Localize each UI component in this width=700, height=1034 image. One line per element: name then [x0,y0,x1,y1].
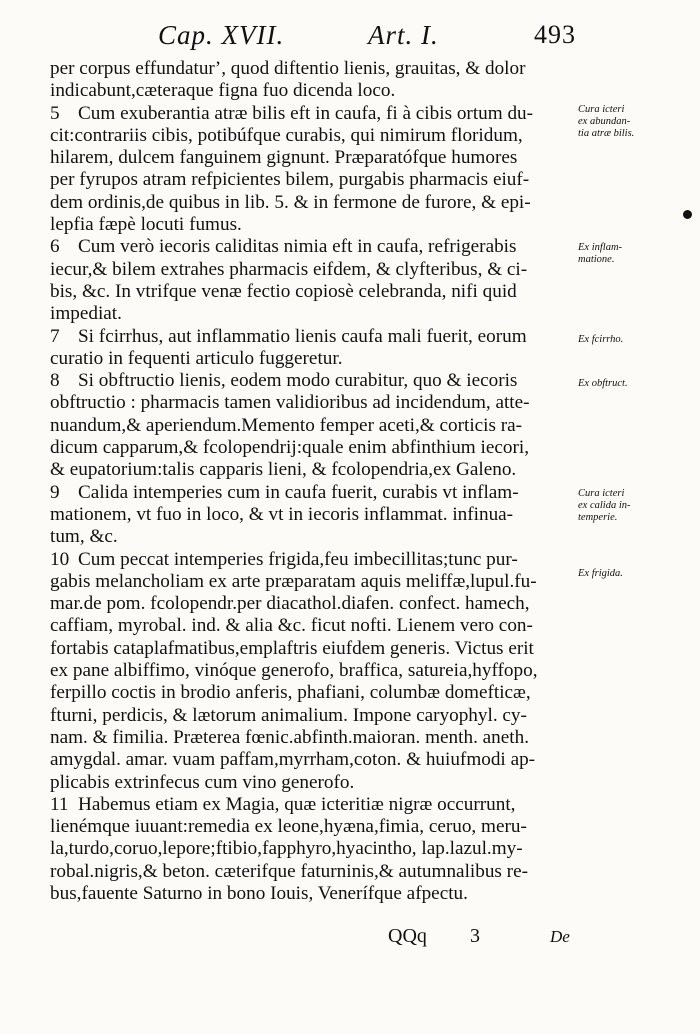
text-line [50,794,570,816]
line-text: tum, &c. [50,526,118,548]
text-line [50,772,570,794]
margin-note-line: Ex fcirrho. [578,334,624,345]
text-line [50,281,570,303]
line-text: Calida intemperies cum in caufa fuerit, curabis vt inflam- [78,481,519,503]
text-line [50,838,570,860]
article-heading: Art. I. [368,20,439,50]
margin-note-line: Ex obftruct. [578,378,628,389]
text-line [50,103,570,125]
text-line [50,236,570,258]
line-text: robal.nigris,& beton. cæterifque faturninis,& autumnalibus re- [50,860,528,882]
margin-note-line: ex calida in- [578,500,631,511]
paragraph-number: 8 [50,370,60,392]
text-line [50,169,570,191]
margin-note [578,334,670,346]
text-line [50,214,570,236]
text-line [50,415,570,437]
page-footer [0,925,700,955]
margin-note [578,242,670,266]
text-line [50,348,570,370]
paragraph-number: 9 [50,481,60,503]
line-text: Habemus etiam ex Magia, quæ icteritiæ nigræ occurrunt, [78,793,516,815]
signature-mark: QQq [388,925,427,947]
text-line [50,303,570,325]
text-line [50,615,570,637]
margin-note-line: ex abundan- [578,116,631,127]
text-line [50,370,570,392]
margin-note-line: Ex inflam- [578,242,623,253]
text-line [50,392,570,414]
text-line [50,638,570,660]
margin-note-line: Cura icteri [578,104,625,115]
text-line [50,593,570,615]
margin-note-line: Cura icteri [578,488,625,499]
line-text: lienémque iuuant:remedia ex leone,hyæna,fimia, ceruo, meru- [50,816,527,838]
line-text: Cum exuberantia atræ bilis eft in caufa, fi à cibis ortum du- [78,102,534,124]
text-line [50,861,570,883]
text-line [50,482,570,504]
line-text: bis, &c. In vtrifque venæ fectio copiosè celebranda, nifi quid [50,280,517,302]
line-text: plicabis extrinfecus cum vino generofo. [50,771,355,793]
line-text: per fyrupos atram refpicientes bilem, purgabis pharmacis eiuf- [50,169,530,191]
paragraph-number: 6 [50,236,60,258]
line-text: Si fcirrhus, aut inflammatio lienis caufa mali fuerit, eorum [78,325,527,347]
margin-note [578,378,670,390]
text-line [50,504,570,526]
catchword: De [550,927,570,946]
text-line [50,459,570,481]
text-line [50,192,570,214]
text-line [50,727,570,749]
line-text: iecur,& bilem extrahes pharmacis eifdem, & clyfteribus, & ci- [50,258,528,280]
line-text: ex pane albiffimo, vinóque generofo, braffica, satureia,hyffopo, [50,660,538,682]
line-text: ferpillo coctis in brodio anferis, phafiani, columbæ domefticæ, [50,682,531,704]
page-number: 493 [534,20,576,49]
text-line [50,58,570,80]
line-text: mationem, vt fuo in loco, & vt in iecoris inflammat. infinua- [50,503,514,525]
line-text: indicabunt,cæteraque figna fuo dicenda loco. [50,80,396,102]
margin-note [578,568,670,580]
text-line [50,705,570,727]
line-text: impediat. [50,303,122,325]
line-text: & eupatorium:talis capparis lieni, & fcolopendria,ex Galeno. [50,459,517,481]
line-text: hilarem, dulcem fanguinem gignunt. Præparatófque humores [50,147,518,169]
text-line [50,147,570,169]
paragraph-number: 5 [50,102,60,124]
text-line [50,125,570,147]
line-text: Cum peccat intemperies frigida,feu imbecillitas;tunc pur- [78,548,518,570]
line-text: fturni, perdicis, & lætorum animalium. Impone caryophyl. cy- [50,704,527,726]
line-text: curatio in fequenti articulo fuggeretur. [50,347,343,369]
text-line [50,326,570,348]
line-text: per corpus effundaturʼ, quod diftentio lienis, grauitas, & dolor [50,58,526,79]
line-text: caffiam, myrobal. ind. & alia &c. ficut nofti. Lienem vero con- [50,615,533,637]
text-line [50,549,570,571]
text-line [50,682,570,704]
text-line [50,749,570,771]
running-header [0,20,700,56]
line-text: Cum verò iecoris caliditas nimia eft in caufa, refrigerabis [78,236,517,258]
line-text: obftructio : pharmacis tamen validioribus ad incidendum, atte- [50,392,530,414]
line-text: mar.de pom. fcolopendr.per diacathol.diafen. confect. hamech, [50,593,530,615]
margin-note-line: Ex frigida. [578,568,623,579]
text-line [50,437,570,459]
line-text: lepfia fæpè locuti fumus. [50,214,242,236]
line-text: la,turdo,coruo,lepore;ftibio,fapphyro,hyacintho, lap.lazul.my- [50,838,523,860]
margin-note [578,488,670,524]
text-body [50,58,570,905]
line-text: Si obftructio lienis, eodem modo curabitur, quo & iecoris [78,370,518,392]
chapter-heading: Cap. XVII. [158,20,285,50]
margin-note-line: tia atræ bilis. [578,128,635,139]
line-text: dicum capparum,& fcolopendrij:quale enim abfinthium iecori, [50,437,530,459]
line-text: bus,fauente Saturno in bono Iouis, Venerífque afpectu. [50,882,468,904]
text-line [50,526,570,548]
line-text: fortabis cataplafmatibus,emplaftris eiufdem generis. Victus erit [50,637,534,659]
line-text: amygdal. amar. vuam paffam,myrrham,coton. & huiufmodi ap- [50,749,536,771]
text-line [50,883,570,905]
text-line [50,660,570,682]
line-text: dem ordinis,de quibus in lib. 5. & in fermone de furore, & epi- [50,191,531,213]
line-text: cit:contrariis cibis, potibúfque curabis, qui nimirum floridum, [50,124,523,146]
margin-note-line: temperie. [578,512,618,523]
text-line [50,80,570,102]
signature-number: 3 [470,925,480,947]
line-text: nuandum,& aperiendum.Memento femper aceti,& corticis ra- [50,414,523,436]
paragraph-number: 10 [50,548,70,570]
line-text: nam. & fimilia. Præterea fœnic.abfinth.maioran. menth. aneth. [50,726,530,748]
margin-note [578,104,670,140]
text-line [50,816,570,838]
paragraph-number: 11 [50,793,69,815]
line-text: gabis melancholiam ex arte præparatam aquis meliffæ,lupul.fu- [50,570,537,592]
text-line [50,259,570,281]
text-line [50,571,570,593]
margin-note-line: matione. [578,254,615,265]
ink-dot [683,210,692,219]
paragraph-number: 7 [50,325,60,347]
